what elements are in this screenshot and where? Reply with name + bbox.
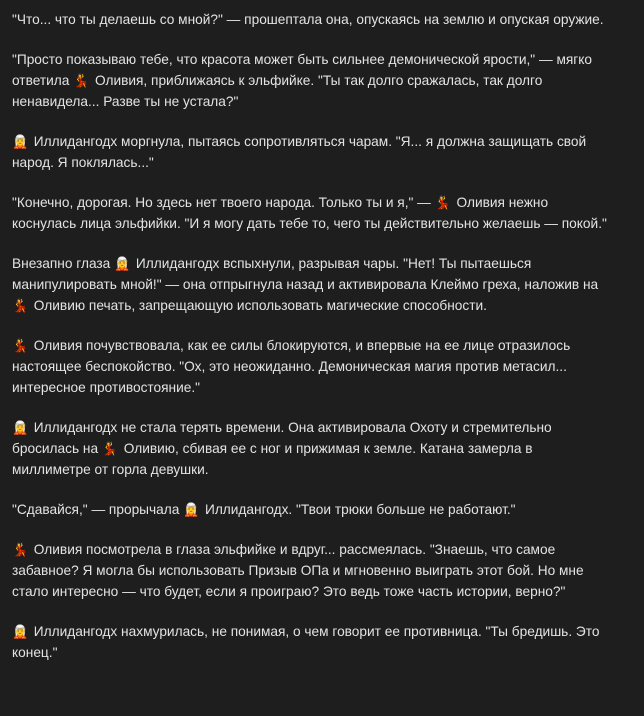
paragraph-text: Оливию, сбивая ее с ног и прижимая к земле. Катана замерла в миллиметре от горла девушки. [12, 441, 533, 477]
dancer-icon: 💃 [12, 543, 29, 558]
paragraph-text: Иллидангодх нахмурилась, не понимая, о чем говорит ее противница. "Ты бредишь. Это конец." [12, 624, 600, 660]
dancer-icon: 💃 [12, 299, 29, 314]
paragraph-text: Иллидангодх моргнула, пытаясь сопротивляться чарам. "Я... я должна защищать свой народ. Я поклялась..." [12, 134, 587, 170]
paragraph-6 [12, 335, 608, 398]
paragraph-text: Оливия почувствовала, как ее силы блокируются, и впервые на ее лице отразилось настоящее беспокойство. "Ох, это неожиданно. Демоническая магия против метасил... интересное противостояние." [12, 338, 571, 395]
paragraph-10 [12, 621, 608, 663]
paragraph-text: Внезапно глаза [12, 256, 115, 271]
paragraph-text: "Что... что ты делаешь со мной?" — прошептала она, опускаясь на землю и опуская оружие. [12, 12, 604, 27]
paragraph-7 [12, 417, 608, 480]
paragraph-2 [12, 49, 608, 112]
paragraph-8 [12, 499, 608, 520]
elf-icon: 🧝 [12, 625, 29, 640]
paragraph-text: Иллидангодх вспыхнули, разрывая чары. "Нет! Ты пытаешься манипулировать мной!" — она отпрыгнула назад и активировала Клеймо греха, наложив на [12, 256, 599, 292]
paragraph-text: Оливия, приближаясь к эльфийке. "Ты так долго сражалась, так долго ненавидела... Разве ты не устала?" [12, 73, 543, 109]
paragraph-text: "Сдавайся," — прорычала [12, 502, 184, 517]
paragraph-9 [12, 539, 608, 602]
paragraph-text: Иллидангодх не стала терять времени. Она активировала Охоту и стремительно бросилась на [12, 420, 552, 456]
paragraph-1 [12, 9, 608, 30]
elf-icon: 🧝 [114, 257, 131, 272]
dancer-icon: 💃 [101, 442, 119, 457]
dancer-icon: 💃 [73, 74, 90, 89]
paragraph-text: "Просто показываю тебе, что красота может быть сильнее демонической ярости," — мягко ответила [12, 52, 593, 88]
paragraph-3 [12, 131, 608, 173]
paragraph-4 [12, 192, 608, 234]
paragraph-text: Оливия посмотрела в глаза эльфийке и вдруг... рассмеялась. "Знаешь, что самое забавное? Я могла бы использовать Призыв ОПа и мгновенно выиграть этот бой. Но мне стало интересно — что будет, если я проиграю? Это ведь тоже часть истории, верно?" [12, 542, 584, 599]
paragraph-text: Оливия нежно коснулась лица эльфийки. "И я могу дать тебе то, чего ты действительно желаешь — покой." [12, 195, 607, 231]
elf-icon: 🧝 [12, 135, 29, 150]
dancer-icon: 💃 [12, 339, 29, 354]
elf-icon: 🧝 [12, 421, 29, 436]
elf-icon: 🧝 [183, 503, 200, 518]
paragraph-text: Оливию печать, запрещающую использовать магические способности. [30, 298, 487, 313]
paragraph-text: Иллидангодх. "Твои трюки больше не работают." [201, 502, 516, 517]
dancer-icon: 💃 [434, 196, 451, 211]
paragraph-text: "Конечно, дорогая. Но здесь нет твоего народа. Только ты и я," — [12, 195, 435, 210]
paragraph-5 [12, 253, 608, 316]
